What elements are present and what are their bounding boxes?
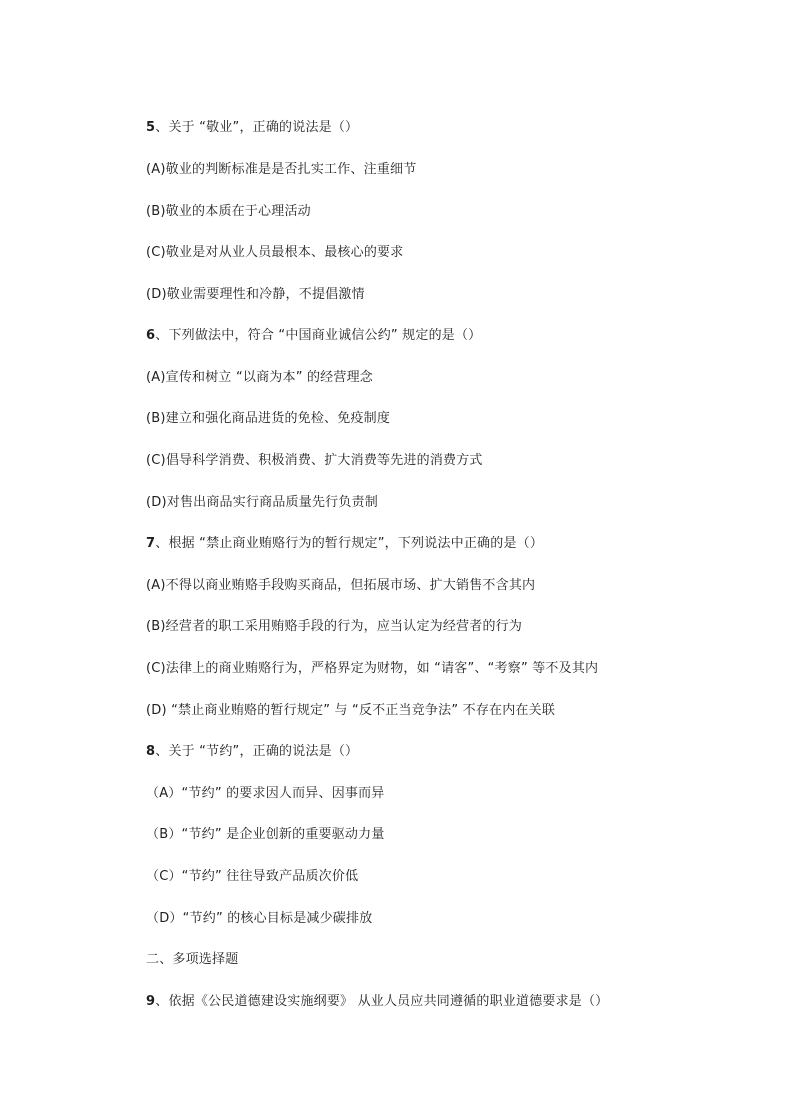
- question-7-option-a: (A)不得以商业贿赂手段购买商品，但拓展市场、扩大销售不含其内: [146, 578, 536, 593]
- question-6-stem: [146, 327, 481, 345]
- question-7-option-d: (D) “禁止商业贿赂的暂行规定” 与 “反不正当竞争法” 不存在内在关联: [146, 703, 556, 718]
- question-6-option-c: (C)倡导科学消费、积极消费、扩大消费等先进的消费方式: [146, 453, 483, 468]
- question-6-option-d: (D)对售出商品实行商品质量先行负责制: [146, 495, 378, 510]
- question-text: 、下列做法中，符合 “中国商业诚信公约” 规定的是（）: [155, 328, 482, 343]
- question-5-option-a: (A)敬业的判断标准是是否扎实工作、注重细节: [146, 162, 417, 177]
- question-7-option-c: (C)法律上的商业贿赂行为，严格界定为财物，如 “请客”、“考察” 等不及其内: [146, 661, 599, 676]
- question-8-option-c: （C）“节约” 往往导致产品质次价低: [146, 869, 359, 884]
- question-text: 、关于 “敬业”，正确的说法是（）: [155, 120, 359, 135]
- question-8-option-a: （A）“节约” 的要求因人而异、因事而异: [146, 786, 385, 801]
- question-6-option-a: (A)宣传和树立 “以商为本” 的经营理念: [146, 370, 373, 385]
- question-7-stem: [146, 535, 543, 553]
- question-7-option-b: (B)经营者的职工采用贿赂手段的行为，应当认定为经营者的行为: [146, 619, 523, 634]
- question-number: 8: [146, 744, 156, 759]
- question-number: 6: [146, 328, 156, 343]
- section-heading-multiple-choice: 二、多项选择题: [146, 952, 239, 967]
- question-5-option-d: (D)敬业需要理性和冷静，不提倡激情: [146, 287, 365, 302]
- question-8-option-d: （D）“节约” 的核心目标是减少碳排放: [146, 911, 373, 926]
- question-number: 5: [146, 120, 156, 135]
- question-text: 、关于 “节约”，正确的说法是（）: [155, 744, 359, 759]
- question-9-stem: [146, 993, 608, 1011]
- question-text: 、依据《公民道德建设实施纲要》 从业人员应共同遵循的职业道德要求是（）: [155, 994, 609, 1009]
- question-text: 、根据 “禁止商业贿赂行为的暂行规定”，下列说法中正确的是（）: [155, 536, 544, 551]
- question-5-option-b: (B)敬业的本质在于心理活动: [146, 204, 311, 219]
- question-number: 7: [146, 536, 156, 551]
- question-6-option-b: (B)建立和强化商品进货的免检、免疫制度: [146, 411, 391, 426]
- question-8-option-b: （B）“节约” 是企业创新的重要驱动力量: [146, 827, 385, 842]
- question-5-stem: [146, 119, 358, 137]
- question-8-stem: [146, 743, 358, 761]
- question-number: 9: [146, 994, 156, 1009]
- question-5-option-c: (C)敬业是对从业人员最根本、最核心的要求: [146, 245, 404, 260]
